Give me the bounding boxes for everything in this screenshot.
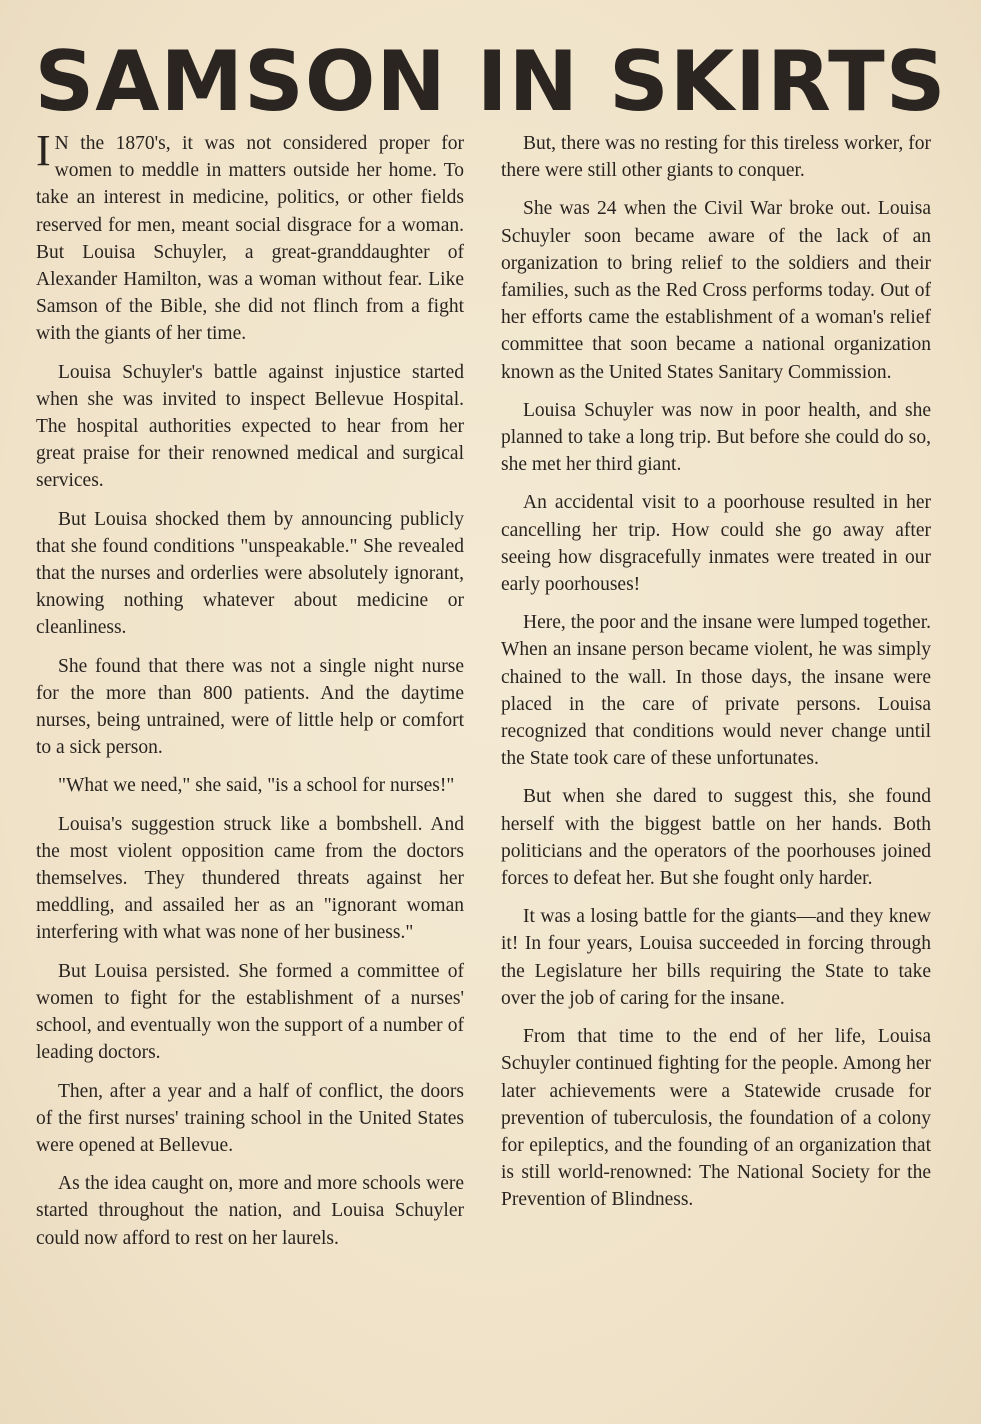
paragraph: An accidental visit to a poorhouse resulted in her cancelling her trip. How could she go away after seeing how disgracefully inmates were treated in our early poorhouses!: [501, 492, 931, 596]
drop-cap: I: [36, 126, 51, 175]
paragraph: Here, the poor and the insane were lumped together. When an insane person became violent, he was simply chained to the wall. In those days, the insane were placed in the care of private persons. Louisa recognized that conditions would never change until the State took care of these unfortunates.: [501, 612, 931, 770]
paragraph: But Louisa shocked them by announcing publicly that she found conditions "unspeakable." She revealed that the nurses and orderlies were absolutely ignorant, knowing nothing whatever about medicine or cleanliness.: [36, 508, 464, 639]
paragraph: But Louisa persisted. She formed a committee of women to fight for the establishment of a nurses' school, and eventually won the support of a number of leading doctors.: [36, 960, 464, 1064]
paragraph: [36, 126, 464, 348]
paragraph: But when she dared to suggest this, she found herself with the biggest battle on her hands. Both politicians and the operators of the poorhouses joined forces to defeat her. But she fought only harder.: [501, 786, 931, 890]
paragraph-text: N the 1870's, it was not considered proper for women to meddle in matters outside her home. To take an interest in medicine, politics, or other fields reserved for men, meant social disgrace for a woman. But Louisa Schuyler, a great-granddaughter of Alexander Hamilton, was a woman without fear. Like Samson of the Bible, she did not flinch from a fight with the giants of her time.: [36, 133, 464, 345]
paragraph: She found that there was not a single night nurse for the more than 800 patients. And the daytime nurses, being untrained, were of little help or comfort to a sick person.: [36, 655, 464, 759]
paragraph: From that time to the end of her life, Louisa Schuyler continued fighting for the people. Among her later achievements were a Statewide crusade for prevention of tuberculosis, the foundation of a colony for epileptics, and the founding of an organization that is still world-renowned: The National Society for the Prevention of Blindness.: [501, 1026, 931, 1211]
paragraph: But, there was no resting for this tireless worker, for there were still other giants to conquer.: [501, 133, 931, 182]
paragraph: Louisa Schuyler's battle against injustice started when she was invited to inspect Bellevue Hospital. The hospital authorities expected to hear from her great praise for their renowned medical and surgical services.: [36, 361, 464, 492]
right-column: [501, 130, 931, 1225]
paragraph: "What we need," she said, "is a school for nurses!": [58, 775, 455, 797]
paragraph: Louisa Schuyler was now in poor health, and she planned to take a long trip. But before she could do so, she met her third giant.: [501, 399, 931, 476]
article-title: SAMSON IN SKIRTS: [34, 33, 947, 130]
paragraph: She was 24 when the Civil War broke out. Louisa Schuyler soon became aware of the lack of an organization to bring relief to the soldiers and their families, such as the Red Cross performs today. Out of her efforts came the establishment of a woman's relief committee that soon became a national organization known as the United States Sanitary Commission.: [501, 198, 931, 383]
paragraph: Then, after a year and a half of conflict, the doors of the first nurses' training school in the United States were opened at Bellevue.: [36, 1080, 464, 1156]
paragraph: As the idea caught on, more and more schools were started throughout the nation, and Louisa Schuyler could now afford to rest on her laurels.: [36, 1173, 464, 1249]
paragraph: Louisa's suggestion struck like a bombshell. And the most violent opposition came from the doctors themselves. They thundered threats against her meddling, and assailed her as an "ignorant woman interfering with what was none of her business.": [36, 813, 464, 944]
left-column: [36, 126, 464, 1263]
paragraph: It was a losing battle for the giants—and they knew it! In four years, Louisa succeeded in forcing through the Legislature her bills requiring the State to take over the job of caring for the insane.: [501, 906, 931, 1009]
